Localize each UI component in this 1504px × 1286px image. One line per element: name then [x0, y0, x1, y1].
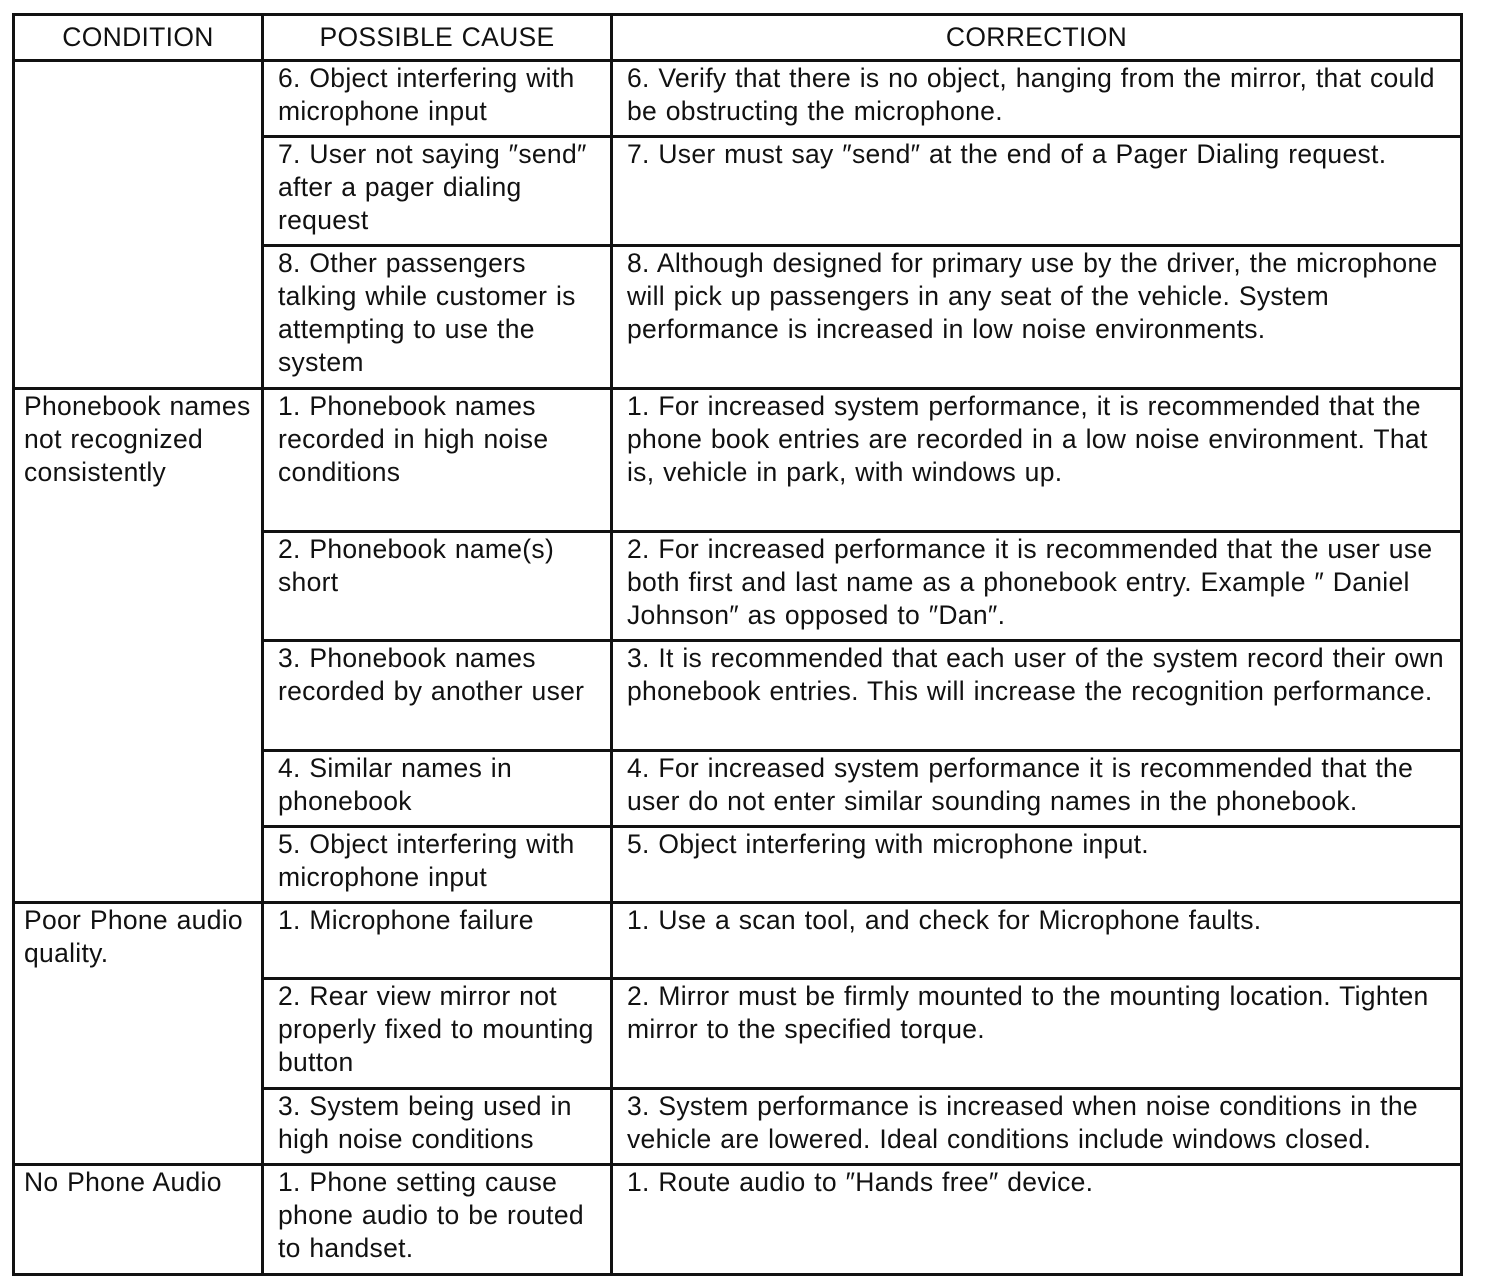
table-row: [14, 389, 1462, 532]
correction-cell: 2. Mirror must be firmly mounted to the mounting location. Tighten mirror to the specified torque.: [612, 979, 1462, 1089]
header-condition: CONDITION: [14, 15, 263, 61]
troubleshooting-table: [12, 13, 1463, 1276]
condition-cell: Poor Phone audio quality.: [14, 903, 263, 1165]
condition-cell: No Phone Audio: [14, 1165, 263, 1275]
cause-cell: 4. Similar names in phonebook: [263, 751, 612, 827]
correction-cell: 2. For increased performance it is recommended that the user use both first and last name as a phonebook entry. Example ″ Daniel Johnson″ as opposed to ″Dan″.: [612, 532, 1462, 641]
cause-cell: 7. User not saying ″send″ after a pager dialing request: [263, 137, 612, 246]
condition-cell: Phonebook names not recognized consistently: [14, 389, 263, 903]
correction-cell: 7. User must say ″send″ at the end of a Pager Dialing request.: [612, 137, 1462, 246]
header-possible-cause: POSSIBLE CAUSE: [263, 15, 612, 61]
cause-cell: 5. Object interfering with microphone input: [263, 827, 612, 903]
header-row: [14, 15, 1462, 61]
correction-cell: 1. Route audio to ″Hands free″ device.: [612, 1165, 1462, 1275]
table-row: [14, 61, 1462, 137]
cause-cell: 1. Microphone failure: [263, 903, 612, 979]
correction-cell: 5. Object interfering with microphone input.: [612, 827, 1462, 903]
correction-cell: 4. For increased system performance it is recommended that the user do not enter similar sounding names in the phonebook.: [612, 751, 1462, 827]
correction-cell: 6. Verify that there is no object, hanging from the mirror, that could be obstructing the microphone.: [612, 61, 1462, 137]
cause-cell: 1. Phone setting cause phone audio to be routed to handset.: [263, 1165, 612, 1275]
correction-cell: 8. Although designed for primary use by the driver, the microphone will pick up passengers in any seat of the vehicle. System performance is increased in low noise environments.: [612, 246, 1462, 389]
cause-cell: 6. Object interfering with microphone input: [263, 61, 612, 137]
correction-cell: 3. System performance is increased when noise conditions in the vehicle are lowered. Ideal conditions include windows closed.: [612, 1089, 1462, 1165]
table-row: [14, 1165, 1462, 1275]
header-correction: CORRECTION: [612, 15, 1462, 61]
cause-cell: 8. Other passengers talking while customer is attempting to use the system: [263, 246, 612, 389]
cause-cell: 2. Rear view mirror not properly fixed to mounting button: [263, 979, 612, 1089]
table-row: [14, 903, 1462, 979]
cause-cell: 3. System being used in high noise conditions: [263, 1089, 612, 1165]
cause-cell: 2. Phonebook name(s) short: [263, 532, 612, 641]
cause-cell: 3. Phonebook names recorded by another user: [263, 641, 612, 751]
correction-cell: 1. For increased system performance, it is recommended that the phone book entries are recorded in a low noise environment. That is, vehicle in park, with windows up.: [612, 389, 1462, 532]
correction-cell: 1. Use a scan tool, and check for Microphone faults.: [612, 903, 1462, 979]
correction-cell: 3. It is recommended that each user of the system record their own phonebook entries. This will increase the recognition performance.: [612, 641, 1462, 751]
condition-cell: [14, 61, 263, 389]
cause-cell: 1. Phonebook names recorded in high noise conditions: [263, 389, 612, 532]
